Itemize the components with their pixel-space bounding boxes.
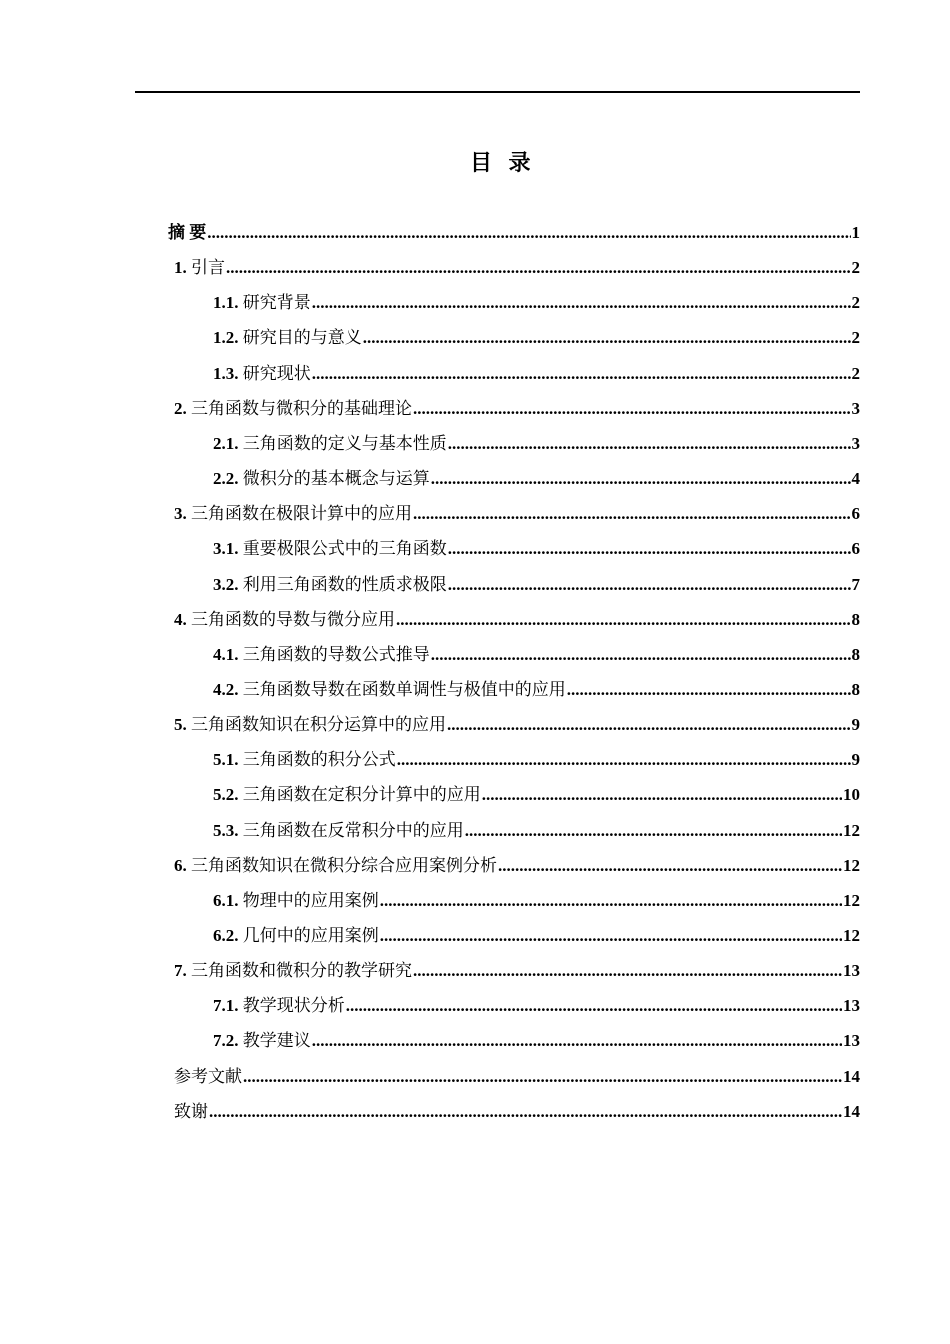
toc-dot-leader <box>413 503 851 525</box>
toc-dot-leader <box>413 960 842 982</box>
toc-dot-leader <box>363 327 851 349</box>
toc-page-number: 13 <box>843 996 860 1016</box>
toc-entry-label <box>174 714 446 736</box>
toc-dot-leader <box>431 468 851 490</box>
toc-entry[interactable] <box>174 701 860 736</box>
toc-entry[interactable] <box>213 982 860 1017</box>
toc-page-number: 8 <box>851 644 860 664</box>
toc-entry-label <box>213 468 430 490</box>
toc-entry-number: 3.1. <box>213 539 243 559</box>
toc-entry[interactable] <box>213 1017 860 1052</box>
toc-entry[interactable] <box>174 1053 860 1088</box>
toc-entry[interactable] <box>213 561 860 596</box>
toc-entry-number: 5.1. <box>213 750 243 770</box>
toc-entry-number: 3.2. <box>213 574 243 594</box>
toc-entry[interactable] <box>174 490 860 525</box>
toc-entry-number: 6.1. <box>213 890 243 910</box>
toc-entry-number: 7.1. <box>213 996 243 1016</box>
toc-dot-leader <box>209 1101 842 1123</box>
toc-entry[interactable] <box>213 455 860 490</box>
toc-entry-title: 研究现状 <box>242 363 311 383</box>
toc-page-number: 12 <box>843 890 860 910</box>
toc-entry-title: 微积分的基本概念与运算 <box>242 469 430 489</box>
toc-entry[interactable] <box>213 631 860 666</box>
toc-entry-number: 2.2. <box>213 469 243 489</box>
toc-entry-label <box>174 398 412 420</box>
toc-page-number: 3 <box>851 433 860 453</box>
toc-page-number: 12 <box>843 926 860 945</box>
toc-entry[interactable] <box>213 912 860 947</box>
toc-entry-label <box>174 503 412 525</box>
toc-entry-title: 三角函数导数在函数单调性与极值中的应用 <box>242 679 566 699</box>
toc-dot-leader <box>312 363 851 385</box>
toc-entry-label <box>213 644 430 666</box>
toc-entry-label <box>213 433 447 455</box>
toc-page-number: 14 <box>843 1066 860 1086</box>
toc-entry-label <box>213 292 311 314</box>
toc-page-number: 3 <box>851 398 860 418</box>
toc-entry-label <box>174 1066 242 1088</box>
toc-entry-title: 参考文献 <box>174 1066 242 1086</box>
toc-dot-leader <box>243 1066 842 1088</box>
toc-entry-title: 摘 要 <box>168 223 207 242</box>
toc-page-number: 8 <box>851 679 860 699</box>
toc-entry-label <box>174 855 497 877</box>
toc-entry[interactable] <box>213 666 860 701</box>
toc-entry-label <box>213 925 379 947</box>
toc-entry[interactable] <box>174 1088 860 1123</box>
toc-page-number: 13 <box>843 961 860 981</box>
toc-entry-title: 利用三角函数的性质求极限 <box>242 574 447 594</box>
toc-dot-leader <box>413 398 851 420</box>
toc-page-number: 7 <box>851 574 860 594</box>
toc-dot-leader <box>396 609 851 631</box>
toc-entry[interactable] <box>174 244 860 279</box>
toc-page-number: 12 <box>843 820 860 840</box>
toc-page-number: 12 <box>843 855 860 875</box>
toc-dot-leader <box>465 820 842 842</box>
toc-dot-leader <box>380 925 842 947</box>
toc-page-number: 1 <box>851 223 860 242</box>
toc-dot-leader <box>207 222 850 244</box>
toc-entry-number: 6. <box>174 855 191 875</box>
toc-entry-number: 1.3. <box>213 363 243 383</box>
toc-entry-number: 4. <box>174 609 191 629</box>
toc-entry[interactable] <box>213 736 860 771</box>
toc-entry-number: 1.2. <box>213 328 243 348</box>
toc-entry[interactable] <box>213 525 860 560</box>
toc-entry-label <box>174 609 395 631</box>
toc-entry-number: 4.2. <box>213 679 243 699</box>
toc-entry-title: 三角函数知识在微积分综合应用案例分析 <box>191 855 497 875</box>
toc-entry-title: 教学现状分析 <box>242 996 345 1016</box>
toc-entry-number: 4.1. <box>213 644 243 664</box>
toc-entry-number: 7. <box>174 961 191 981</box>
toc-entry-label <box>213 820 464 842</box>
toc-dot-leader <box>448 538 851 560</box>
toc-entry-title: 三角函数的定义与基本性质 <box>242 433 447 453</box>
toc-entry-title: 三角函数在极限计算中的应用 <box>191 504 412 524</box>
toc-entry-label <box>213 749 396 771</box>
toc-dot-leader <box>448 574 851 596</box>
toc-entry-label <box>213 890 379 912</box>
toc-entry-title: 几何中的应用案例 <box>242 926 379 945</box>
toc-dot-leader <box>346 995 842 1017</box>
toc-entry-number: 2.1. <box>213 433 243 453</box>
toc-dot-leader <box>448 433 851 455</box>
toc-entry-label <box>174 1101 208 1123</box>
toc-page-number: 8 <box>851 609 860 629</box>
toc-entry-title: 三角函数的导数公式推导 <box>242 644 430 664</box>
toc-entry-title: 重要极限公式中的三角函数 <box>242 539 447 559</box>
toc-entry-title: 三角函数的导数与微分应用 <box>191 609 395 629</box>
toc-entry[interactable] <box>213 771 860 806</box>
toc-page-number: 9 <box>851 715 860 735</box>
toc-dot-leader <box>498 855 842 877</box>
toc-page-number: 6 <box>851 504 860 524</box>
toc-entry-number: 6.2. <box>213 926 243 945</box>
toc-page-number: 4 <box>851 469 860 489</box>
toc-entry-title: 三角函数在定积分计算中的应用 <box>242 785 481 805</box>
toc-entry-title: 教学建议 <box>242 1031 311 1051</box>
toc-entry-number: 3. <box>174 504 191 524</box>
toc-entry[interactable] <box>213 350 860 385</box>
toc-entry-number: 5. <box>174 715 191 735</box>
toc-entry-number: 7.2. <box>213 1031 243 1051</box>
toc-dot-leader <box>312 1030 842 1052</box>
toc-entry[interactable] <box>174 596 860 631</box>
header-rule <box>135 91 860 93</box>
toc-page-number: 2 <box>851 363 860 383</box>
toc-entry-number: 5.3. <box>213 820 243 840</box>
toc-entry[interactable] <box>213 279 860 314</box>
toc-dot-leader <box>431 644 851 666</box>
toc-entry-title: 物理中的应用案例 <box>242 890 379 910</box>
toc-entry-title: 三角函数和微积分的教学研究 <box>191 961 412 981</box>
toc-entry-label <box>213 538 447 560</box>
toc-page-number: 10 <box>843 785 860 805</box>
toc-entry-number: 1.1. <box>213 293 243 313</box>
toc-title: 目 录 <box>470 150 531 175</box>
toc-dot-leader <box>226 257 851 279</box>
toc-entry-title: 三角函数与微积分的基础理论 <box>191 398 412 418</box>
toc-entry[interactable] <box>174 842 860 877</box>
toc-page-number: 2 <box>851 328 860 348</box>
toc-dot-leader <box>312 292 851 314</box>
toc-entry-title: 三角函数的积分公式 <box>242 750 396 770</box>
toc-entry-title: 引言 <box>191 258 225 278</box>
toc-entry-label <box>213 327 362 349</box>
toc-entry-number: 2. <box>174 398 191 418</box>
toc-dot-leader <box>397 749 851 771</box>
toc-dot-leader <box>380 890 842 912</box>
toc-entry-title: 三角函数知识在积分运算中的应用 <box>191 715 446 735</box>
toc-entry[interactable] <box>213 877 860 912</box>
toc-entry-title: 三角函数在反常积分中的应用 <box>242 820 464 840</box>
toc-entry-label <box>213 574 447 596</box>
toc-page-number: 2 <box>851 293 860 313</box>
toc-entry[interactable] <box>213 420 860 455</box>
toc-entry-number: 1. <box>174 258 191 278</box>
toc-entry-title: 致谢 <box>174 1101 208 1121</box>
toc-entry-label <box>174 257 225 279</box>
toc-entry-label <box>213 995 345 1017</box>
toc-entry-label <box>168 222 206 244</box>
toc-entry-label <box>174 960 412 982</box>
toc-entry-label <box>213 363 311 385</box>
toc-dot-leader <box>567 679 851 701</box>
toc-page-number: 13 <box>843 1031 860 1051</box>
toc-entry[interactable] <box>168 209 860 244</box>
toc-page-number: 9 <box>851 750 860 770</box>
toc-entry-label <box>213 1030 311 1052</box>
toc-entry-label <box>213 784 481 806</box>
toc-entry-label <box>213 679 566 701</box>
toc-page-number: 2 <box>851 258 860 278</box>
toc-entry-title: 研究目的与意义 <box>242 328 362 348</box>
toc-entry-title: 研究背景 <box>242 293 311 313</box>
toc-entry[interactable] <box>174 947 860 982</box>
toc-entry[interactable] <box>213 314 860 349</box>
toc-entry-number: 5.2. <box>213 785 243 805</box>
toc-page-number: 14 <box>843 1101 860 1121</box>
toc-dot-leader <box>447 714 851 736</box>
toc-entry[interactable] <box>213 807 860 842</box>
toc-page-number: 6 <box>851 539 860 559</box>
toc-dot-leader <box>482 784 842 806</box>
toc-entry[interactable] <box>174 385 860 420</box>
